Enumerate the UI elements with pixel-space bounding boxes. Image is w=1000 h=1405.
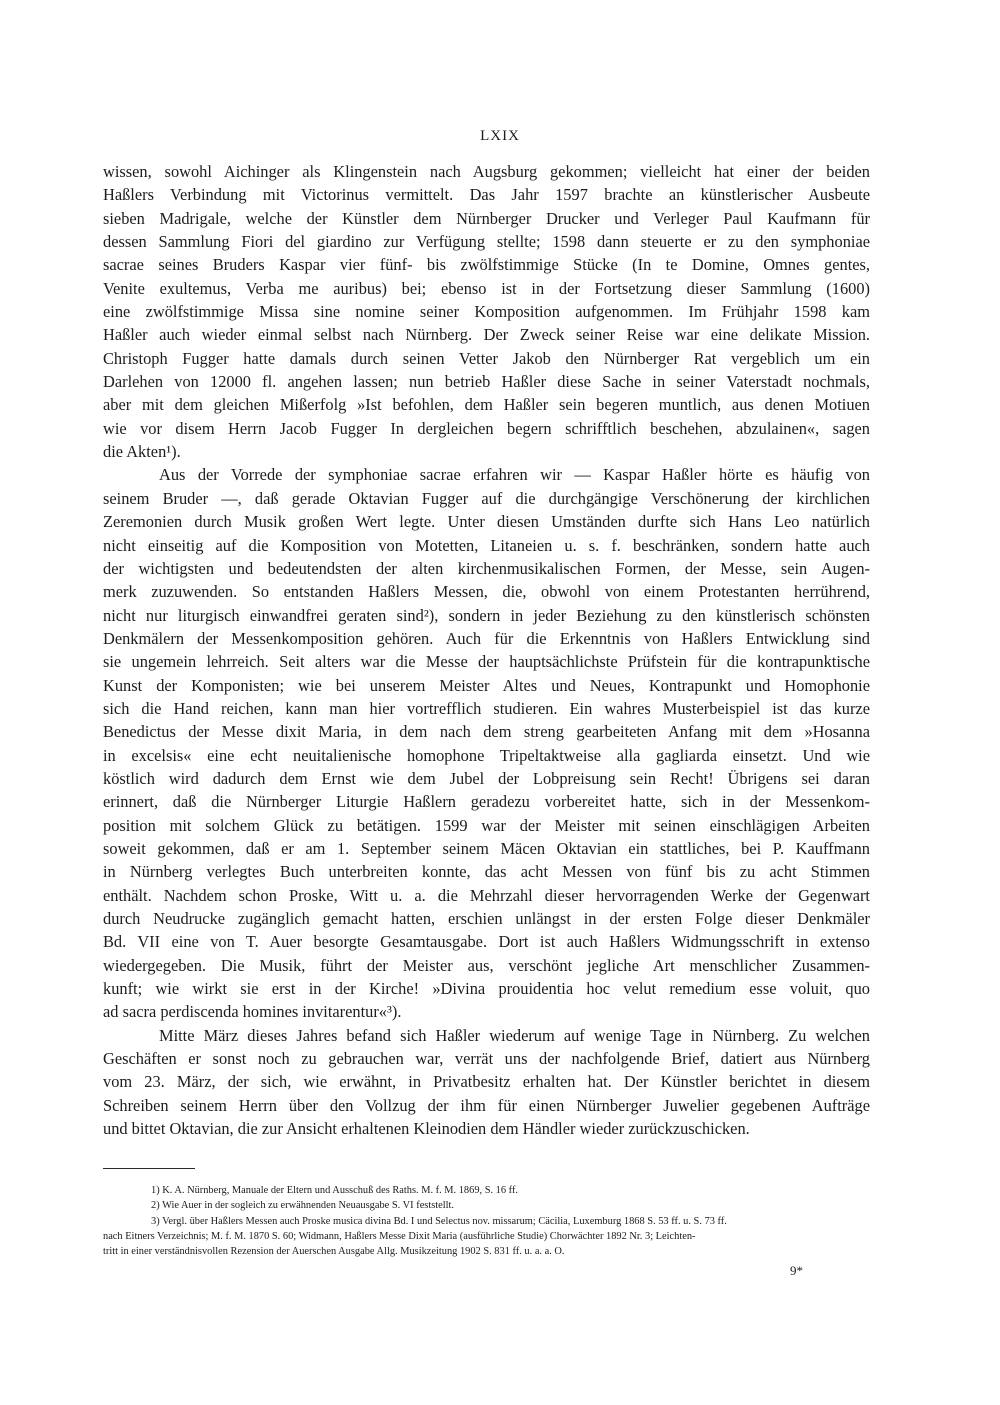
paragraph-3 [103,1024,870,1141]
text-line: Darlehen von 12000 fl. angehen lassen; nun betrieb Haßler diese Sache in seiner Vaterstadt nochmals, [103,372,870,392]
text-line: sie ungemein lehrreich. Seit alters war die Messe der hauptsächlichste Prüfstein für die kontrapunktische [103,652,870,672]
text-line: sich die Hand reichen, kann man hier vortrefflich studieren. Ein wahres Musterbeispiel ist das kurze [103,698,870,718]
text-line: Denkmälern der Messenkomposition gehören. Auch für die Erkenntnis von Haßlers Entwicklung sind [103,628,870,648]
text-line: aber mit dem gleichen Mißerfolg »Ist befohlen, dem Haßler sein begeren muntlich, aus denen Motiuen [103,395,870,415]
text-line: köstlich wird dadurch dem Ernst wie dem Jubel der Lobpreisung sein Recht! Übrigens sei daran [103,768,870,788]
text-line: Zeremonien durch Musik großen Wert legte. Unter diesen Umständen durfte sich Hans Leo natürlich [103,512,870,532]
text-line: Mitte März dieses Jahres befand sich Haßler wiederum auf wenige Tage in Nürnberg. Zu welchen [159,1025,870,1045]
paragraph-1 [103,160,870,463]
text-line: wissen, sowohl Aichinger als Klingenstein nach Augsburg gekommen; vielleicht hat einer der beiden [103,162,870,181]
text-line: Kunst der Komponisten; wie bei unserem Meister Altes und Neues, Kontrapunkt und Homophonie [103,675,870,695]
text-line: in Nürnberg verlegtes Buch unterbreiten konnte, das acht Messen von fünf bis zu acht Stimmen [103,862,870,882]
text-line: durch Neudrucke zugänglich gemacht hatten, erschien unlängst in der ersten Folge dieser Denkmäler [103,909,870,928]
footnote-divider [103,1168,195,1169]
text-line: Aus der Vorrede der symphoniae sacrae erfahren wir — Kaspar Haßler hörte es häufig von [159,465,870,485]
text-line: kunft; wie wirkt sie erst in der Kirche! »Divina prouidentia hoc velut remedium esse voluit, quo [103,979,870,999]
text-line: enthält. Nachdem schon Proske, Witt u. a. die Mehrzahl dieser hervorragenden Werke der Gegenwart [103,885,870,905]
text-line: Haßler auch wieder einmal selbst nach Nürnberg. Der Zweck seiner Reise war eine delikate Mission. [103,325,870,345]
text-line: und bittet Oktavian, die zur Ansicht erhaltenen Kleinodien dem Händler wieder zurückzuschicken. [103,1119,750,1139]
text-line: ad sacra perdiscenda homines invitarentur«³). [103,1002,402,1022]
text-line: der wichtigsten und bedeutendsten der alten kirchenmusikalischen Formen, der Messe, sein Augen- [103,558,870,578]
text-line: sieben Madrigale, welche der Künstler dem Nürnberger Drucker und Verleger Paul Kaufmann für [103,208,870,228]
text-line: Christoph Fugger hatte damals durch seinen Vetter Jakob den Nürnberger Rat vergeblich um ein [103,348,870,368]
text-line: dessen Sammlung Fiori del giardino zur Verfügung stellte; 1598 dann steuerte er zu den symphoniae [103,232,870,252]
text-line: wiedergegeben. Die Musik, führt der Meister aus, verschönt jegliche Art menschlicher Zusammen- [103,955,870,975]
signature-mark: 9* [790,1263,803,1278]
text-line: Geschäften er sonst noch zu gebrauchen war, verrät uns der nachfolgende Brief, datiert aus Nürnberg [103,1049,870,1069]
paragraph-2 [103,463,870,1023]
text-line: wie vor disem Herrn Jacob Fugger In dergleichen begern schrifftlich beschehen, abzulainen«, sagen [103,418,870,438]
text-line: seinem Bruder —, daß gerade Oktavian Fugger auf die durchgängige Verschönerung der kirchlichen [103,488,870,508]
text-line: soweit gekommen, daß er am 1. September seinem Mäcen Oktavian ein stattliches, bei P. Kauffmann [103,838,870,858]
footnotes [103,1183,870,1259]
text-line: Benedictus der Messe dixit Maria, in dem nach dem streng gearbeiteten Anfang mit dem »Hosanna [103,722,870,742]
text-line: Bd. VII eine von T. Auer besorgte Gesamtausgabe. Dort ist auch Haßlers Widmungsschrift in extenso [103,932,870,952]
text-line: erinnert, daß die Nürnberger Liturgie Haßlern geradezu vorbereitet hatte, sich in der Messenkom- [103,792,870,812]
text-line: merk zuzuwenden. So entstanden Haßlers Messen, die, obwohl von einem Protestanten herrührend, [103,582,870,602]
text-line: vom 23. März, der sich, wie erwähnt, in Privatbesitz erhalten hat. Der Künstler berichtet in diesem [103,1072,870,1092]
body-text [103,160,870,1140]
footnote-3: 3) Vergl. über Haßlers Messen auch Proske musica divina Bd. I und Selectus nov. missarum; Cäcilia, Luxemburg 1868 S. 53 ff. u. S. 73 ff. [151,1215,727,1227]
text-line: in excelsis« eine echt neuitalienische homophone Tripeltaktweise alla gagliarda einsetzt. Und wie [103,745,870,765]
text-line: position mit solchem Glück zu betätigen. 1599 war der Meister mit seinen einschlägigen Arbeiten [103,815,870,835]
text-line: eine zwölfstimmige Missa sine nomine seiner Komposition aufgenommen. Im Frühjahr 1598 kam [103,302,870,322]
text-line: nicht nur liturgisch einwandfrei geraten sind²), sondern in jeder Beziehung zu den künstlerisch schönsten [103,605,870,625]
footnote-1: 1) K. A. Nürnberg, Manuale der Eltern und Ausschuß des Raths. M. f. M. 1869, S. 16 ff. [151,1185,518,1196]
text-line: Schreiben seinem Herrn über den Vollzug der ihm für einen Nürnberger Juwelier gegebenen Aufträge [103,1095,870,1115]
footnote-3-continued: tritt in einer verständnisvollen Rezension der Auerschen Ausgabe Allg. Musikzeitung 1902 S. 831 ff. u. a. a. O. [103,1246,565,1258]
text-line: sacrae seines Bruders Kaspar vier fünf- bis zwölfstimmige Stücke (In te Domine, Omnes gentes, [103,255,870,275]
page-number-top: LXIX [480,128,520,144]
text-line: Venite exultemus, Verba me auribus) bei; ebenso ist in der Fortsetzung dieser Sammlung (1600) [103,278,870,298]
footnote-3-continued: nach Eitners Verzeichnis; M. f. M. 1870 S. 60; Widmann, Haßlers Messe Dixit Maria (ausführliche Studie) Chorwächter 1892 Nr. 3; Leichten- [103,1230,696,1242]
text-line: die Akten¹). [103,442,181,462]
footnote-2: 2) Wie Auer in der sogleich zu erwähnenden Neuausgabe S. VI feststellt. [151,1200,455,1212]
text-line: nicht einseitig auf die Komposition von Motetten, Litaneien u. s. f. beschränken, sondern hatte auch [103,535,870,555]
text-line: Haßlers Verbindung mit Victorinus vermittelt. Das Jahr 1597 brachte an künstlerischer Ausbeute [103,185,870,205]
